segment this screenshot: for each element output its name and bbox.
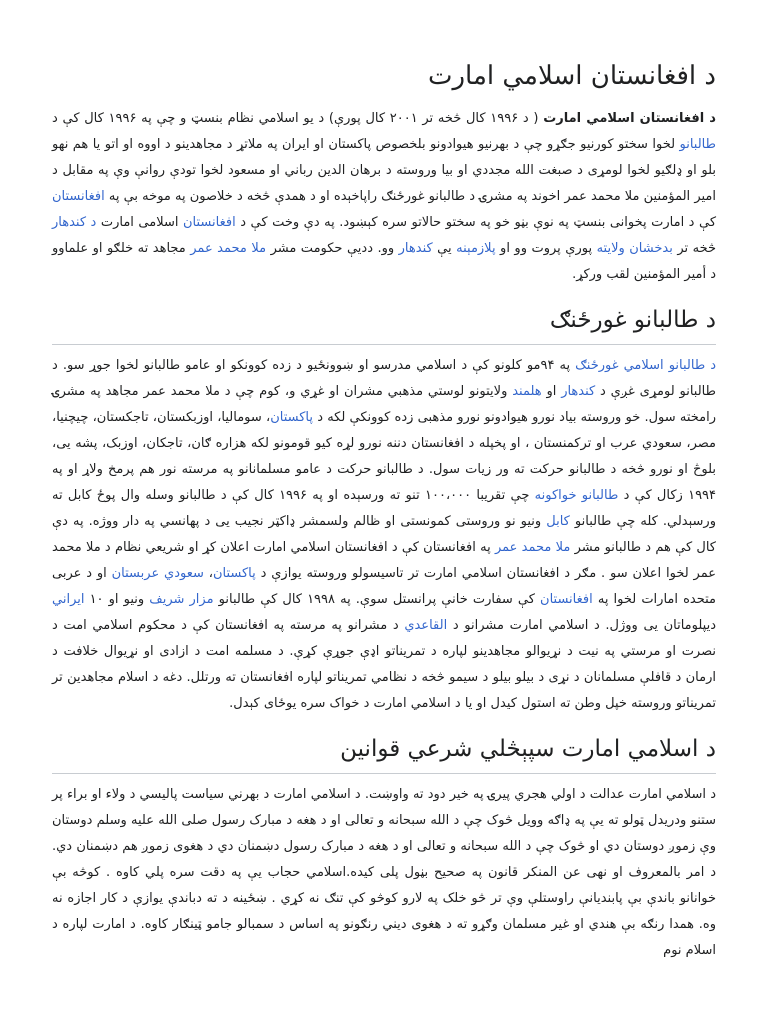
link-mullah-omar-2[interactable]: ملا محمد عمر	[494, 540, 571, 555]
link-pakistan-2[interactable]: پاکستان	[212, 566, 256, 581]
section2-paragraph: د اسلامي امارت عدالت د اولي هجري پيرۍ په خير دود ته واوښت. د اسلامي امارت د بهرني سياست پاليسي د ولاء او براء پر ستنو ودريدل ټولو ته يې په ډاګه وويل څوک چې د الله سبحانه و تعالی او د هغه د مبارک رسول صلی الله عليه وسلم دوستان وې زموږ دوستان دي او څوک چې د الله سبحانه و تعالی او د هغه د مبارک رسول دښمنان دي د هغوی زموږ هم دښمنان دي. د امر بالمعروف او نهی عن المنکر قانون په صحيح بڼول پلی کيده.اسلامي حجاب يې په دقت سره پلي کاوه . کوڅه بې خوانانو باندې بې پابنديانې راوستلې وې تر څو خلک په لارو کوڅو کې تنګ نه کړي . ښځينه د ته دباندې يوازې د کار اجازه نه وه. همدا رنګه بې هندي او غير مسلمان وګړو ته د هغوی ديني رنګونو په اساس د سمبالو جامو ټينګار کاوه. د امارت لپاره د اسلام نوم	[52, 787, 716, 958]
page-title: د افغانستان اسلامي امارت	[427, 61, 716, 91]
section-heading-sharia-laws: د اسلامي امارت سپېڅلي شرعي قوانين	[52, 731, 716, 774]
link-iranian[interactable]: ايراني	[52, 592, 85, 607]
link-afghanistan[interactable]: افغانستان	[52, 189, 105, 204]
link-taliban-forces[interactable]: طالبانو خواکونه	[534, 488, 619, 503]
link-kandahar-2[interactable]: کندهار	[398, 241, 433, 256]
link-pakistan[interactable]: پاکستان	[270, 410, 313, 425]
link-taliban[interactable]: طالبانو	[679, 137, 716, 152]
link-kandahar-3[interactable]: کندهار	[561, 384, 596, 399]
link-afghanistan-3[interactable]: افغانستان	[540, 592, 593, 607]
section1-paragraph: د طالبانو اسلامي غورځنګ په ۹۴مو کلونو کې د اسلامي مدرسو او ښوونځيو د زده کوونکو او عامو طالبانو لخوا جوړ سو. د طالبانو لومړی غږې د کندهار او هلمند ولايتونو لوستي مذهبي مشران او غړي و، کوم چې د ملا محمد عمر مجاهد په مشرۍ رامخته سول. خو وروسته بیاد نورو هیوادونو نورو مذهبی زده کوونکې لکه د پاکستان، سوماليا، اوزبکستان، تاجکستان، چيچنيا، مصر، سعودي عرب او ترکمنستان ، او پخپله د افغانستان دننه نورو لړه کیو قومونو لکه هزاره ګان، تاجکان، اوزبک، پشه یی، بلوڅ او نورو څخه د طالبانو حرکت ته ور زيات سول. د طالبانو حرکت د عامو مسلمانانو په مرسته نور هم پرمخ ولاړ او په ۱۹۹۴ زکال کې د طالبانو خواکونه چې تقريبا ۱۰۰،۰۰۰ تنو ته ورسېده او په ۱۹۹۶ کال کې د طالبانو وسله وال پوځ کابل ته ورسېدلي. کله چې طالبانو کابل ونيو نو وروستی کمونستی او ظالم ولسمشر ډاکټر نجيب يی د پهانسي په دار ووژه. په دې کال کې هم د طالبانو مشر ملا محمد عمر په افغانستان کې د افغانستان اسلامي امارت اعلان کړ او شريعي نظام د ملا محمد عمر لخوا اعلان سو . مګر د افغانستان اسلامي امارت تر تاسيسولو وروسته يوازې د پاکستان، سعودي عربستان او د عربی متحده امارات لخوا په افغانستان کې سفارت خانې پرانستل سوې. په ۱۹۹۸ کال کې طالبانو مزار شريف ونيو او ۱۰ ايراني ديپلوماتان يی ووژل. د اسلامي امارت مشرانو د القاعدي د مشرانو په مرسته په افغانستان کې د محکوم اسلامي امت د نصرت او مرستي په نيت د نړيوالو مجاهدينو لپاره د تمريناتو اډې جوړې کړې. د مسلمه امت د ازادی او نړيوال خلافت د ارمان د قافلې مسلمانان د نړی د بيلو بيلو د سيمو څخه د نظامي تمريناتو لپاره افغانستان ته ورتلل. دغه د اسلام مجاهدين تر تمريناتو وروسته خپل وطن ته استول کيدل او يا د اسلامي امارت د خواک سره يوځای کېدل.	[52, 358, 717, 711]
section-heading-taliban-movement: د طالبانو غورځنګ	[52, 302, 716, 345]
link-badakhshan[interactable]: بدخشان ولايته	[596, 241, 673, 256]
link-saudi-arabia[interactable]: سعودي عربستان	[111, 566, 204, 581]
link-mazar-sharif[interactable]: مزار شريف	[149, 592, 214, 607]
link-afghanistan-2[interactable]: افغانستان	[183, 215, 236, 230]
link-taliban-movement[interactable]: د طالبانو اسلامي غورځنګ	[575, 358, 717, 373]
bold-term: د افغانستان اسلامي امارت	[543, 111, 716, 126]
link-kandahar[interactable]: د کندهار	[52, 215, 97, 230]
link-al-qaeda[interactable]: القاعدي	[404, 618, 448, 633]
link-kabul[interactable]: کابل	[546, 514, 570, 529]
link-mullah-omar[interactable]: ملا محمد عمر	[190, 241, 267, 256]
intro-paragraph: د افغانستان اسلامي امارت ( د ۱۹۹۶ کال څخه تر ۲۰۰۱ کال پورې) د يو اسلامي نظام بنسټ و چې په ۱۹۹۶ کال کې د طالبانو لخوا سختو کورنيو جګړو چې د بهرنيو هيوادونو بلخصوص پاکستان او ايران په ملاتړ د مجاهدينو د اووه او اتو يا هم نهو بلو او ډلګيو لخوا لومړی د صبغت الله مجددي او بيا وروسته د برهان الدين رباني او مسعود لخوا تودې روانې وې په مقابل د امير المؤمنين ملا محمد عمر اخوند په مشرۍ د طالبانو غورځنګ راپاخېده او د همدې څخه د خلاصون په موخه بې په افغانستان کې د امارت پخوانی بنسټ په نوې بڼو خو په سختو حالاتو سره کېښود. په دې وخت کې د افغانستان اسلامی امارت د کندهار څخه تر بدخشان ولايته پورې پروت وو او پلازمېنه يې کندهار وو. دديې حکومت مشر ملا محمد عمر مجاهد ته خلګو او علماوو د أمير المؤمنين لقب ورکړ.	[52, 111, 717, 282]
link-capital[interactable]: پلازمېنه	[456, 241, 496, 256]
link-helmand[interactable]: هلمند	[512, 384, 542, 399]
